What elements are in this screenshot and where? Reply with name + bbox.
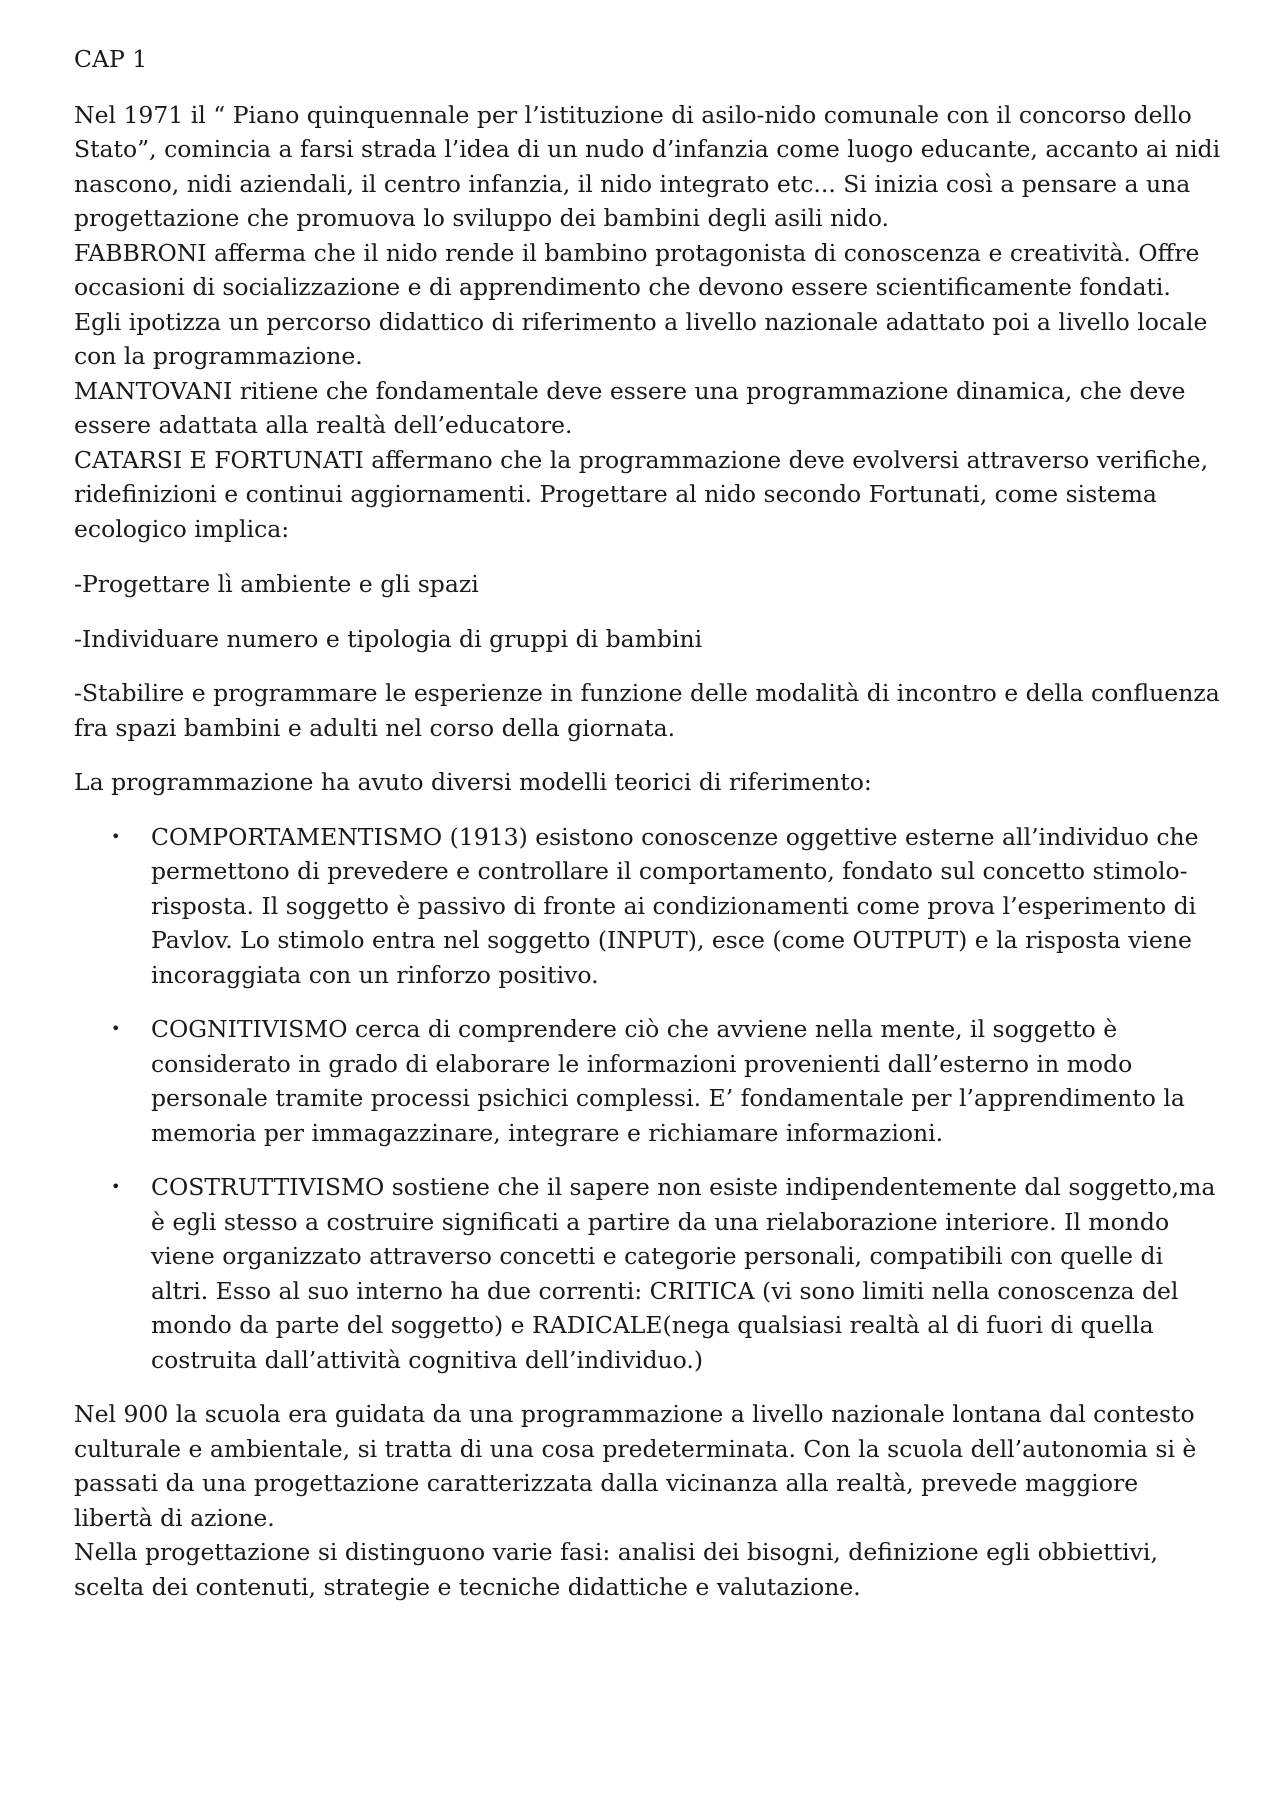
bullet-icon: •	[111, 826, 121, 846]
model-text: COGNITIVISMO cerca di comprendere ciò che avviene nella mente, il soggetto è considerato in grado di elaborare le informazioni provenienti dall’esterno in modo personale tramite processi psichici complessi. E’ fondamentale per l’apprendimento la memoria per immagazzinare, integrare e richiamare informazioni.	[151, 1015, 1185, 1147]
bullet-icon: •	[111, 1019, 121, 1038]
closing-paragraph-900: Nel 900 la scuola era guidata da una programmazione a livello nazionale lontana dal contesto culturale e ambientale, si tratta di una cosa predeterminata. Con la scuola dell’autonomia si è passati da una progettazione caratterizzata dalla vicinanza alla realtà, prevede maggiore libertà di azione.	[74, 1400, 1197, 1532]
closing-paragraph-fasi: Nella progettazione si distinguono varie fasi: analisi dei bisogni, definizione egli obbiettivi, scelta dei contenuti, strategie e tecniche didattiche e valutazione.	[74, 1538, 1158, 1601]
model-item-comportamentismo	[74, 820, 1224, 993]
intro-section	[74, 98, 1224, 547]
models-intro: La programmazione ha avuto diversi modelli teorici di riferimento:	[74, 768, 872, 796]
intro-paragraph-catarsi: CATARSI E FORTUNATI affermano che la programmazione deve evolversi attraverso verifiche, ridefinizioni e continui aggiornamenti. Progettare al nido secondo Fortunati, come sistema ecologico implica:	[74, 445, 1209, 543]
models-list	[74, 820, 1224, 1378]
intro-paragraph-1971: Nel 1971 il “ Piano quinquennale per l’istituzione di asilo-nido comunale con il concorso dello Stato”, comincia a farsi strada l’idea di un nudo d’infanzia come luogo educante, accanto ai nidi nascono, nidi aziendali, il centro infanzia, il nido integrato etc... Si inizia così a pensare a una progettazione che promuova lo sviluppo dei bambini degli asili nido.	[74, 100, 1221, 232]
step-item: -Stabilire e programmare le esperienze in funzione delle modalità di incontro e della confluenza fra spazi bambini e adulti nel corso della giornata.	[74, 679, 1220, 742]
model-item-costruttivismo	[74, 1170, 1224, 1377]
intro-paragraph-mantovani: MANTOVANI ritiene che fondamentale deve essere una programmazione dinamica, che deve essere adattata alla realtà dell’educatore.	[74, 376, 1186, 439]
model-text: COSTRUTTIVISMO sostiene che il sapere non esiste indipendentemente dal soggetto,ma è egli stesso a costruire significati a partire da una rielaborazione interiore. Il mondo viene organizzato attraverso concetti e categorie personali, compatibili con quelle di altri. Esso al suo interno ha due correnti: CRITICA (vi sono limiti nella conoscenza del mondo da parte del soggetto) e RADICALE(nega qualsiasi realtà al di fuori di quella costruita dall’attività cognitiva dell’individuo.)	[151, 1173, 1216, 1374]
intro-paragraph-fabbroni: FABBRONI afferma che il nido rende il bambino protagonista di conoscenza e creatività. Offre occasioni di socializzazione e di apprendimento che devono essere scientificamente fondati. Egli ipotizza un percorso didattico di riferimento a livello nazionale adattato poi a livello locale con la programmazione.	[74, 238, 1208, 370]
step-item: -Progettare lì ambiente e gli spazi	[74, 570, 479, 598]
bullet-icon: •	[111, 1177, 121, 1196]
step-item: -Individuare numero e tipologia di gruppi di bambini	[74, 624, 703, 653]
chapter-title: CAP 1	[74, 45, 148, 73]
model-item-cognitivismo	[74, 1012, 1224, 1150]
document-page	[74, 42, 1224, 1604]
model-text: COMPORTAMENTISMO (1913) esistono conoscenze oggettive esterne all’individuo che permettono di prevedere e controllare il comportamento, fondato sul concetto stimolo- risposta. Il soggetto è passivo di fronte ai condizionamenti come prova l’esperimento di Pavlov. Lo stimolo entra nel soggetto (INPUT), esce (come OUTPUT) e la risposta viene incoraggiata con un rinforzo positivo.	[151, 822, 1199, 989]
closing-section	[74, 1397, 1224, 1604]
